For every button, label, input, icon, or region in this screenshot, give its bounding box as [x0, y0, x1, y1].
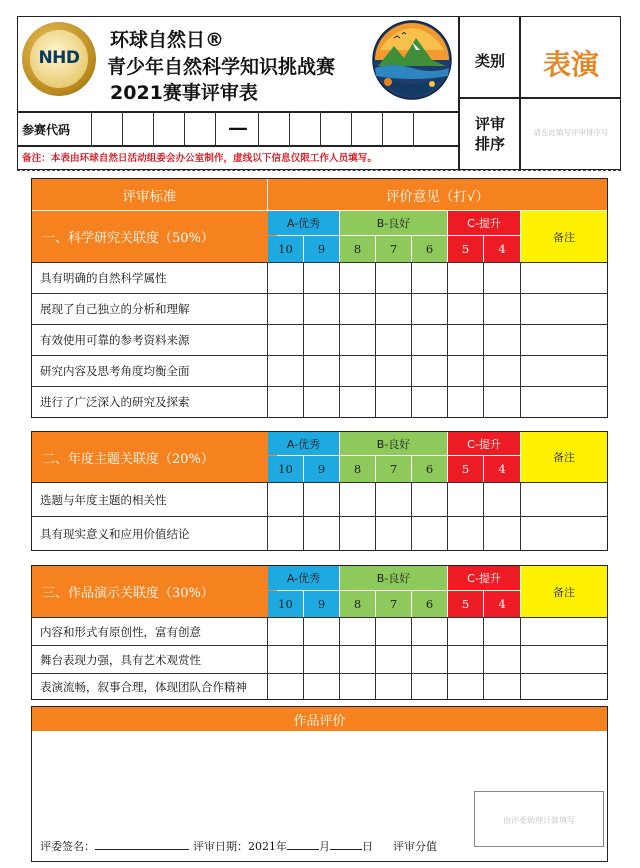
section-3-title: 三、作品演示关联度（30%） — [32, 566, 277, 617]
score-placeholder: 由评委助理计算填写 — [503, 816, 575, 825]
code-label: 参赛代码 — [22, 123, 71, 137]
title-line-2: 青少年自然科学知识挑战赛 — [107, 56, 336, 78]
remark-header: 备注 — [521, 432, 607, 482]
score-6: 6 — [412, 591, 447, 617]
criterion-row: 具有明确的自然科学属性 — [40, 271, 167, 285]
score-4: 4 — [484, 456, 520, 482]
score-8: 8 — [340, 591, 375, 617]
divider — [17, 145, 458, 147]
score-9: 9 — [304, 591, 339, 617]
criterion-row: 内容和形式有原创性，富有创意 — [40, 624, 201, 639]
divider — [519, 16, 521, 170]
ranking-input[interactable]: 请在此填写评审排序号 — [533, 128, 609, 137]
evaluation-title: 作品评价 — [32, 707, 607, 731]
code-digit-cell[interactable] — [153, 111, 184, 145]
grade-c-header: C-提升 — [448, 566, 520, 590]
grade-b-header: B-良好 — [340, 566, 447, 590]
score-5: 5 — [448, 456, 483, 482]
criterion-row: 舞台表现力强，具有艺术观赏性 — [40, 652, 201, 667]
title-line-1: 环球自然日® — [110, 29, 225, 51]
code-digit-cell[interactable] — [122, 111, 153, 145]
score-9: 9 — [304, 456, 339, 482]
ranking-label: 评审 排序 — [474, 115, 505, 153]
evaluation-textarea[interactable] — [32, 731, 607, 789]
code-digit-cell[interactable] — [184, 111, 215, 145]
score-4: 4 — [484, 591, 520, 617]
grade-c-header: C-提升 — [448, 432, 520, 455]
score-10: 10 — [268, 236, 303, 262]
criterion-row: 表演流畅，叙事合理，体现团队合作精神 — [40, 679, 247, 694]
score-5: 5 — [448, 236, 483, 262]
criterion-row: 选题与年度主题的相关性 — [40, 492, 167, 507]
grade-b-header: B-良好 — [340, 432, 447, 455]
header-box — [17, 16, 621, 170]
title-line-3: 2021赛事评审表 — [110, 82, 258, 104]
divider — [458, 16, 460, 170]
score-10: 10 — [268, 456, 303, 482]
category-label: 类别 — [474, 52, 505, 70]
dashed-separator — [17, 170, 621, 171]
signature-line: 评委签名： 评审日期：2021年 月 日 评审分值 — [40, 840, 437, 853]
category-value: 表演 — [542, 48, 599, 81]
criteria-header: 评审标准 — [32, 179, 267, 210]
grade-a-header: A-优秀 — [268, 566, 339, 590]
code-digit-cell[interactable] — [351, 111, 382, 145]
criterion-row: 研究内容及思考角度均衡全面 — [40, 364, 190, 378]
remark-header: 备注 — [521, 211, 607, 262]
grade-a-header: A-优秀 — [268, 432, 339, 455]
code-dash: — — [228, 115, 248, 139]
grade-b-header: B-良好 — [340, 211, 447, 235]
day-field[interactable] — [330, 849, 362, 850]
score-10: 10 — [268, 591, 303, 617]
score-7: 7 — [376, 591, 411, 617]
code-digit-cell[interactable] — [91, 111, 122, 145]
nature-emblem-icon — [372, 20, 452, 100]
evaluation-header: 评价意见（打√） — [268, 179, 607, 210]
score-7: 7 — [376, 456, 411, 482]
code-digit-cell[interactable] — [258, 111, 289, 145]
criterion-row: 有效使用可靠的参考资料来源 — [40, 333, 190, 347]
criterion-row: 展现了自己独立的分析和理解 — [40, 302, 190, 316]
code-digit-cell[interactable] — [382, 111, 413, 145]
grade-a-header: A-优秀 — [268, 211, 339, 235]
remark-header: 备注 — [521, 566, 607, 617]
grade-c-header: C-提升 — [448, 211, 520, 235]
criterion-row: 具有现实意义和应用价值结论 — [40, 526, 190, 541]
divider — [458, 97, 621, 99]
note-text: 备注：本表由环球自然日活动组委会办公室制作，虚线以下信息仅限工作人员填写。 — [22, 153, 377, 164]
score-8: 8 — [340, 456, 375, 482]
score-9: 9 — [304, 236, 339, 262]
section-2-title: 二、年度主题关联度（20%） — [32, 432, 277, 482]
code-digit-cell[interactable] — [320, 111, 351, 145]
logo-text: NHD — [38, 48, 80, 68]
score-5: 5 — [448, 591, 483, 617]
month-field[interactable] — [287, 849, 319, 850]
code-digit-cell[interactable] — [413, 111, 458, 145]
code-digit-cell[interactable] — [289, 111, 320, 145]
score-8: 8 — [340, 236, 375, 262]
score-6: 6 — [412, 236, 447, 262]
score-6: 6 — [412, 456, 447, 482]
section-1-title: 一、科学研究关联度（50%） — [32, 211, 277, 262]
judge-signature-field[interactable] — [95, 849, 189, 850]
criterion-row: 进行了广泛深入的研究及探索 — [40, 395, 190, 409]
score-4: 4 — [484, 236, 520, 262]
score-7: 7 — [376, 236, 411, 262]
